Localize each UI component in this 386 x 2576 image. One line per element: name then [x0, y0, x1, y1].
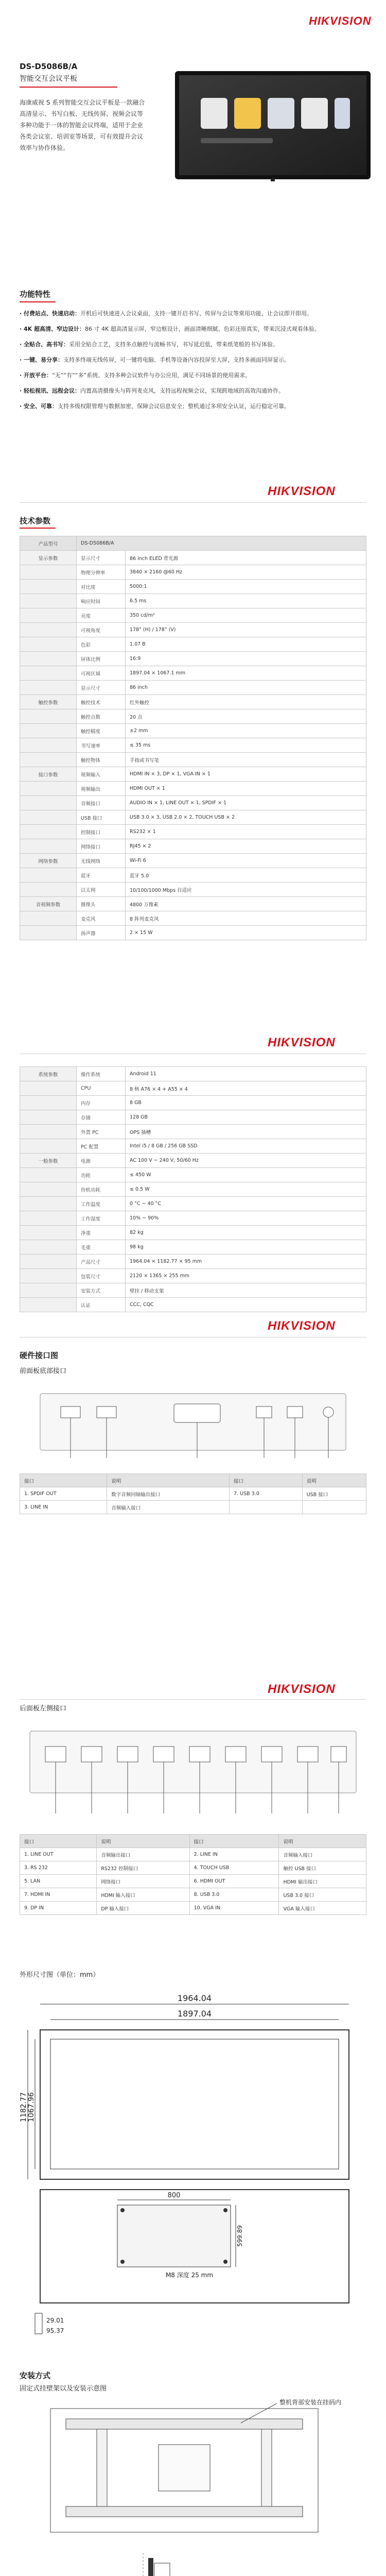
table-row	[20, 536, 366, 551]
spec-value: RJ45 × 2	[126, 839, 366, 854]
side-interface-table	[20, 1834, 366, 1915]
side-depth-b: 95.37	[46, 2327, 64, 2334]
spec-value: 6.5 ms	[126, 594, 366, 608]
table-row	[20, 767, 366, 782]
table-cell: 5. LAN	[20, 1875, 97, 1888]
product-model: DS-D5086B/A	[20, 62, 78, 71]
product-name: 智能交互会议平板	[20, 75, 77, 83]
spec-group	[20, 868, 77, 883]
table-row	[20, 753, 366, 767]
table-row	[20, 565, 366, 580]
table-row	[20, 1269, 366, 1283]
table-cell: 3. RS 232	[20, 1861, 97, 1875]
front-interface-table	[20, 1473, 366, 1514]
front-panel-image	[20, 1383, 366, 1466]
table-row	[20, 1081, 366, 1096]
table-row	[20, 1240, 366, 1255]
spec-group	[20, 565, 77, 580]
spec-value: 1.07 B	[126, 637, 366, 652]
spec-group	[20, 1139, 77, 1154]
table-row	[20, 796, 366, 810]
table-row	[20, 1848, 366, 1861]
feature-label: · 4K 超高清、窄边设计：	[20, 326, 85, 332]
table-row	[20, 1125, 366, 1139]
spec-value: HDMI IN × 3, DP × 1, VGA IN × 1	[126, 767, 366, 782]
spec-key: 认证	[77, 1298, 126, 1312]
table-row	[20, 854, 366, 868]
spec-group: 显示参数	[20, 551, 77, 565]
spec-key: 产品尺寸	[77, 1255, 126, 1269]
spec-value: 2120 × 1365 × 255 mm	[126, 1269, 366, 1283]
table-header-cell: 说明	[279, 1835, 366, 1848]
table-row	[20, 926, 366, 940]
spec-key: 蓝牙	[77, 868, 126, 883]
spec-group: 音视频参数	[20, 897, 77, 911]
table-cell: VGA 输入接口	[279, 1902, 366, 1915]
spec-group	[20, 911, 77, 926]
spec-key: 麦克风	[77, 911, 126, 926]
table-header-cell: 接口	[230, 1474, 303, 1487]
install-diagram	[20, 2398, 366, 2576]
feature-item	[20, 308, 366, 319]
spec-key: 屏体比例	[77, 652, 126, 666]
table-row	[20, 608, 366, 623]
table-row	[20, 1110, 366, 1125]
table-row	[20, 1139, 366, 1154]
table-row	[20, 1067, 366, 1081]
install-callout: 整机背部安装在挂码内	[279, 2399, 342, 2406]
spec-value: 82 kg	[126, 1226, 366, 1240]
spec-group: 网络参数	[20, 854, 77, 868]
spec-value: 手指或书写笔	[126, 753, 366, 767]
spec-group: 触控参数	[20, 695, 77, 709]
table-row	[20, 580, 366, 594]
table-row	[20, 1255, 366, 1269]
spec-key: 视频输出	[77, 782, 126, 796]
spec-key: PC 配置	[77, 1139, 126, 1154]
spec-group: 产品型号	[20, 536, 77, 551]
feature-item	[20, 324, 366, 335]
spec-value: ≤ 0.5 W	[126, 1182, 366, 1197]
table-cell: HDMI 输出接口	[279, 1875, 366, 1888]
spec-value: 1964.04 × 1182.77 × 95 mm	[126, 1255, 366, 1269]
spec-value: 8 GB	[126, 1096, 366, 1110]
spec-value: CCC, CQC	[126, 1298, 366, 1312]
table-cell: 3. LINE IN	[20, 1501, 107, 1514]
spec-key: 音频接口	[77, 796, 126, 810]
spec-group	[20, 709, 77, 724]
spec-table	[20, 1066, 366, 1312]
spec-divider	[20, 528, 56, 529]
spec-value: 178° (H) / 178° (V)	[126, 623, 366, 637]
spec-key: 触控技术	[77, 695, 126, 709]
spec-value: DS-D5086B/A	[77, 536, 366, 551]
table-cell: 7. HDMI IN	[20, 1888, 97, 1902]
table-row	[20, 1888, 366, 1902]
table-row	[20, 551, 366, 565]
spec-key: 触控精度	[77, 724, 126, 738]
table-row	[20, 1211, 366, 1226]
spec-value: AUDIO IN × 1, LINE OUT × 1, SPDIF × 1	[126, 796, 366, 810]
product-intro: 海康威视 S 系列智能交互会议平板是一款融合高清显示、书写白板、无线传屏、视频会议等多种功能于一体的智能会议终端，适用于企业各类会议室、培训室等场景，可有效提升会议效率与协作体验。	[20, 99, 145, 151]
brand-logo: HIKVISION	[268, 484, 336, 498]
spec-value: HDMI OUT × 1	[126, 782, 366, 796]
spec-value: OPS 插槽	[126, 1125, 366, 1139]
table-header-row	[20, 1835, 366, 1848]
table-row	[20, 883, 366, 897]
spec-key: 扬声器	[77, 926, 126, 940]
spec-key: 可视区域	[77, 666, 126, 681]
table-cell: 1. SPDIF OUT	[20, 1487, 107, 1501]
spec-group	[20, 623, 77, 637]
spec-value: 16:9	[126, 652, 366, 666]
spec-key: 视频输入	[77, 767, 126, 782]
table-cell: RS232 控制接口	[97, 1861, 189, 1875]
feature-text: 开机后可快速进入会议桌面，支持一键开启书写、传屏与会议等常用功能，让会议即开即用。	[80, 310, 313, 317]
spec-key: 功耗	[77, 1168, 126, 1182]
table-cell: 10. VGA IN	[189, 1902, 279, 1915]
table-cell: HDMI 输入接口	[97, 1888, 189, 1902]
spec-key: 摄像头	[77, 897, 126, 911]
install-heading: 安装方式	[20, 2371, 51, 2380]
product-hero-image	[170, 62, 376, 191]
height-outer-label: 1182.77	[20, 2092, 28, 2122]
width-inner-label: 1897.04	[177, 2009, 212, 2019]
table-row	[20, 1875, 366, 1888]
spec-value: 8 核 A76 × 4 + A55 × 4	[126, 1081, 366, 1096]
spec-key: 安装方式	[77, 1283, 126, 1298]
feature-label: · 全贴合、高书写：	[20, 341, 69, 348]
brand-logo: HIKVISION	[268, 1036, 336, 1049]
table-header-cell: 说明	[107, 1474, 230, 1487]
feature-item	[20, 385, 366, 397]
spec-key: 操作系统	[77, 1067, 126, 1081]
spec-key: 对比度	[77, 580, 126, 594]
spec-group: 一般参数	[20, 1154, 77, 1168]
table-row	[20, 1197, 366, 1211]
spec-value: 壁挂 / 移动支架	[126, 1283, 366, 1298]
spec-value: 0 °C ~ 40 °C	[126, 1197, 366, 1211]
spec-group	[20, 724, 77, 738]
spec-group	[20, 608, 77, 623]
table-row	[20, 1283, 366, 1298]
table-row	[20, 652, 366, 666]
table-cell	[302, 1501, 366, 1514]
table-cell: 1. LINE OUT	[20, 1848, 97, 1861]
feature-text: 86 寸 4K 超高清显示屏，窄边框设计，画面清晰细腻、色彩还原真实，带来沉浸式观看体验。	[85, 326, 320, 332]
width-outer-label: 1964.04	[177, 1993, 212, 2003]
table-row	[20, 897, 366, 911]
spec-value: Android 11	[126, 1067, 366, 1081]
table-row	[20, 1182, 366, 1197]
table-row	[20, 1154, 366, 1168]
table-cell: 音频输出接口	[97, 1848, 189, 1861]
title-divider	[20, 87, 117, 88]
table-cell: 8. USB 3.0	[189, 1888, 279, 1902]
spec-value: 10% ~ 90%	[126, 1211, 366, 1226]
spec-key: 响应时间	[77, 594, 126, 608]
spec-value: 86 inch	[126, 681, 366, 695]
spec-value: 蓝牙 5.0	[126, 868, 366, 883]
spec-value: 128 GB	[126, 1110, 366, 1125]
spec-key: 可视角度	[77, 623, 126, 637]
table-cell: 6. HDMI OUT	[189, 1875, 279, 1888]
table-row	[20, 825, 366, 839]
spec-group	[20, 1110, 77, 1125]
interface-heading: 硬件接口图	[20, 1351, 59, 1360]
side-depth-a: 29.01	[46, 2317, 64, 2324]
spec-group	[20, 594, 77, 608]
spec-key: 包装尺寸	[77, 1269, 126, 1283]
spec-key: 净重	[77, 1226, 126, 1240]
table-row	[20, 695, 366, 709]
table-cell: 网络接口	[97, 1875, 189, 1888]
spec-group	[20, 1168, 77, 1182]
table-row	[20, 810, 366, 825]
spec-key: 电源	[77, 1154, 126, 1168]
spec-key: CPU	[77, 1081, 126, 1096]
table-header-cell: 说明	[302, 1474, 366, 1487]
spec-key: 存储	[77, 1110, 126, 1125]
spec-value: 20 点	[126, 709, 366, 724]
spec-group	[20, 652, 77, 666]
spec-key: 网络接口	[77, 839, 126, 854]
spec-group	[20, 1211, 77, 1226]
spec-group	[20, 1096, 77, 1110]
table-row	[20, 594, 366, 608]
feature-label: · 一键、易分享：	[20, 357, 64, 363]
spec-value: ≤ 450 W	[126, 1168, 366, 1182]
spec-group: 接口参数	[20, 767, 77, 782]
spec-group	[20, 1240, 77, 1255]
table-cell: 音频输入接口	[279, 1848, 366, 1861]
feature-text: 采用全贴合工艺，支持多点触控与流畅书写，书写延迟低，带来纸笔般的书写体验。	[69, 341, 279, 348]
spec-key: 内存	[77, 1096, 126, 1110]
table-cell: USB 3.0 接口	[279, 1888, 366, 1902]
spec-value: 8 阵列麦克风	[126, 911, 366, 926]
table-row	[20, 911, 366, 926]
mount-width-label: 800	[167, 2192, 181, 2199]
spec-table	[20, 536, 366, 940]
section-divider	[20, 502, 366, 503]
install-subheading: 固定式挂壁架以及安装示意图	[20, 2385, 107, 2393]
spec-group	[20, 681, 77, 695]
spec-group	[20, 782, 77, 796]
spec-value: AC 100 V ~ 240 V, 50/60 Hz	[126, 1154, 366, 1168]
spec-value: RS232 × 1	[126, 825, 366, 839]
table-cell: USB 接口	[302, 1487, 366, 1501]
table-cell	[230, 1501, 303, 1514]
feature-item	[20, 401, 366, 412]
table-header-cell: 接口	[20, 1835, 97, 1848]
table-row	[20, 1501, 366, 1514]
table-row	[20, 1096, 366, 1110]
table-cell: 触控 USB 接口	[279, 1861, 366, 1875]
spec-value: 350 cd/m²	[126, 608, 366, 623]
features-heading: 功能特性	[20, 290, 51, 299]
spec-key: 控制接口	[77, 825, 126, 839]
table-row	[20, 666, 366, 681]
height-inner-label: 1067.96	[27, 2092, 36, 2122]
feature-label: · 轻松视讯、远程会议：	[20, 387, 81, 394]
feature-item	[20, 354, 366, 366]
spec-value: 5000:1	[126, 580, 366, 594]
spec-group	[20, 1226, 77, 1240]
spec-value: ±2 mm	[126, 724, 366, 738]
feature-label: · 安全、可靠：	[20, 403, 58, 410]
features-divider	[20, 301, 56, 302]
spec-group	[20, 926, 77, 940]
brand-logo: HIKVISION	[268, 1319, 336, 1333]
table-row	[20, 637, 366, 652]
spec-key: 显示尺寸	[77, 551, 126, 565]
table-row	[20, 1226, 366, 1240]
spec-group	[20, 1197, 77, 1211]
table-cell: 4. TOUCH USB	[189, 1861, 279, 1875]
table-row	[20, 738, 366, 753]
spec-group	[20, 580, 77, 594]
spec-key: 色彩	[77, 637, 126, 652]
spec-key: 触控点数	[77, 709, 126, 724]
spec-value: 86 inch ELED 背光源	[126, 551, 366, 565]
spec-value: ≤ 35 ms	[126, 738, 366, 753]
table-cell: 9. DP IN	[20, 1902, 97, 1915]
spec-group	[20, 1269, 77, 1283]
spec-group: 系统参数	[20, 1067, 77, 1081]
spec-key: 显示尺寸	[77, 681, 126, 695]
spec-key: 以太网	[77, 883, 126, 897]
spec-value: 1897.04 × 1067.1 mm	[126, 666, 366, 681]
table-row	[20, 724, 366, 738]
spec-group	[20, 637, 77, 652]
table-cell: 7. USB 3.0	[230, 1487, 303, 1501]
spec-value: 3840 × 2160 @60 Hz	[126, 565, 366, 580]
spec-value: 红外触控	[126, 695, 366, 709]
spec-heading: 技术参数	[20, 516, 51, 526]
spec-group	[20, 839, 77, 854]
spec-value: Wi-Fi 6	[126, 854, 366, 868]
spec-key: 毛重	[77, 1240, 126, 1255]
spec-group	[20, 1182, 77, 1197]
spec-group	[20, 796, 77, 810]
spec-key: USB 接口	[77, 810, 126, 825]
feature-text: 内置高清摄像头与阵列麦克风，支持远程视频会议，实现跨地域的高效沟通协作。	[80, 387, 285, 394]
feature-item	[20, 370, 366, 381]
feature-label: · 付费站点、快速启动：	[20, 310, 81, 317]
spec-group	[20, 1255, 77, 1269]
feature-label: · 开放平台：	[20, 372, 52, 379]
spec-key: 待机功耗	[77, 1182, 126, 1197]
table-cell: 音频输入接口	[107, 1501, 230, 1514]
spec-value: Intel i5 / 8 GB / 256 GB SSD	[126, 1139, 366, 1154]
table-row	[20, 623, 366, 637]
spec-key: 外置 PC	[77, 1125, 126, 1139]
table-row	[20, 1298, 366, 1312]
table-row	[20, 1861, 366, 1875]
table-cell: 2. LINE IN	[189, 1848, 279, 1861]
spec-key: 书写速率	[77, 738, 126, 753]
table-header-cell: 接口	[20, 1474, 107, 1487]
side-panel-heading: 后面板左侧接口	[20, 1705, 67, 1713]
spec-group	[20, 753, 77, 767]
features-list	[20, 308, 366, 416]
hole-label: M8 深度 25 mm	[165, 2272, 214, 2279]
spec-value: 4800 万像素	[126, 897, 366, 911]
spec-group	[20, 1125, 77, 1139]
table-header-row	[20, 1474, 366, 1487]
dimension-drawing	[20, 1989, 366, 2349]
feature-text: 支持多级权限管理与数据加密，保障会议信息安全；整机通过多项安全认证，运行稳定可靠。	[58, 403, 290, 410]
spec-key: 无线网络	[77, 854, 126, 868]
table-header-cell: 说明	[97, 1835, 189, 1848]
spec-key: 触控物体	[77, 753, 126, 767]
spec-group	[20, 1081, 77, 1096]
brand-logo: HIKVISION	[268, 1682, 336, 1696]
feature-item	[20, 339, 366, 350]
table-header-cell: 接口	[189, 1835, 279, 1848]
table-row	[20, 709, 366, 724]
spec-value: 10/100/1000 Mbps 自适应	[126, 883, 366, 897]
table-row	[20, 782, 366, 796]
feature-text: “无”“有”“多”系统、支持多种会议软件与办公应用，满足不同场景的使用需求。	[52, 372, 251, 379]
table-row	[20, 868, 366, 883]
brand-logo: HIKVISION	[309, 14, 372, 27]
mount-height-label: 599.89	[236, 2225, 243, 2247]
table-row	[20, 1902, 366, 1915]
spec-group	[20, 666, 77, 681]
table-row	[20, 839, 366, 854]
spec-group	[20, 738, 77, 753]
spec-value: USB 3.0 × 3, USB 2.0 × 2, TOUCH USB × 2	[126, 810, 366, 825]
spec-value: 2 × 15 W	[126, 926, 366, 940]
table-row	[20, 1487, 366, 1501]
table-row	[20, 681, 366, 695]
spec-key: 工作温度	[77, 1197, 126, 1211]
spec-key: 亮度	[77, 608, 126, 623]
spec-group	[20, 1298, 77, 1312]
table-cell: DP 输入接口	[97, 1902, 189, 1915]
spec-value: 98 kg	[126, 1240, 366, 1255]
section-divider	[20, 1699, 366, 1700]
spec-group	[20, 810, 77, 825]
spec-key: 工作湿度	[77, 1211, 126, 1226]
feature-text: 支持多终端无线传屏，可一键将电脑、手机等设备内容投屏至大屏，支持多画面同屏显示。	[63, 357, 290, 363]
table-row	[20, 1168, 366, 1182]
spec-group	[20, 883, 77, 897]
front-panel-heading: 前面板底部接口	[20, 1367, 67, 1375]
table-cell: 数字音频同轴输出接口	[107, 1487, 230, 1501]
product-title-block	[20, 62, 81, 83]
spec-group	[20, 1283, 77, 1298]
spec-group	[20, 825, 77, 839]
side-panel-image	[20, 1721, 366, 1824]
dimension-heading: 外形尺寸图（单位：mm）	[20, 1971, 100, 1979]
spec-key: 物理分辨率	[77, 565, 126, 580]
